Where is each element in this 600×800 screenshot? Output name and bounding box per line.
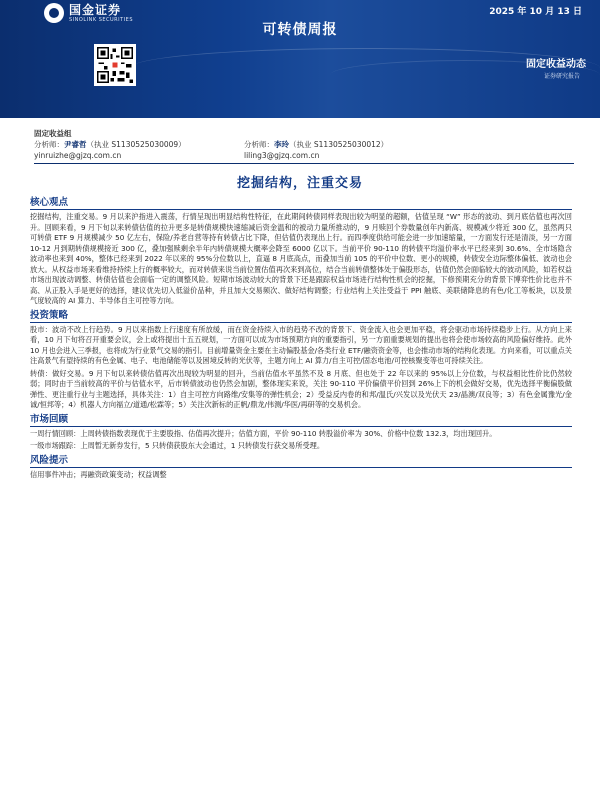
review-paragraph-weekly: 一周行情回顾：上周转债指数表现优于主要股指、估值再次提升；估值方面，平价 90-110 转股溢价率为 30%、价格中位数 132.3，均出现回升。 <box>30 428 497 438</box>
analyst-label: 分析师： <box>244 140 274 149</box>
divider <box>34 163 574 164</box>
core-paragraph: 挖掘结构，注重交易。9 月以来沪指进入震荡，行情呈现出明显结构性特征，在此期间转债同样表现出较为明显的超额，估值呈现 “W” 形态的波动、到月底估值也再次回升。回顾来看，9 月下旬以来转债估值的拉升更多是转债规模快速缩减后资金温和的被动力量所推动的，9 月赎回个券数量创年内新高、规模减少将近 300 亿，虽然两只可转债 ETF 9 月规模减少 50 亿左右，保险/养老自营等持有转债占比下降，但估值仍表现出上行。而四季度供给可能会进一步加速缩量，一方面发行还是清淡，另一方面 10-12 月到期转债规模接近 300 亿，叠加强赎剩余半年内转债规模大概率会降至 6000 亿以下。当前平价 90-110 的转债平均溢价率水平已经来到 30.6%、全市场隐含波动率也来到 40%，整体已经来到 2022 年以来的 95%分位数以上，直逼 8 月底高点，而叠加当前 105 的平价中位数、更小的规模，转债安全边际整体偏低、波动也会放大。从权益市场来看维持持续上行的概率较大，而对转债来说当前位置估值再次来到高位，结合当前转债整体处于偏股形态，估值仍然会面临较大的波动风险，如若权益市场出现波动调整、转债估值也会面临一定的调整风险。短期市场波动较大的背景下还是跟踪权益市场进行结构性机会的挖掘，下修预期充分的背景下博弈性价比也并不高、从正股入手是更好的选择，建议优先切入低溢价品种，并且加大交易频次、做好结构调整；行业结构上关注受益于 PPI 触底、美联储降息的有色/化工等板块，以及景气度较高的 AI 算力、半导体自主可控等方向。 <box>30 212 572 305</box>
report-banner <box>0 0 600 118</box>
risk-paragraph: 信用事件冲击；再融资政策变动；权益调整 <box>30 469 167 479</box>
report-date: 2025 年 10 月 13 日 <box>489 7 582 17</box>
headline: 挖掘结构，注重交易 <box>236 176 363 191</box>
report-section: 固定收益动态 <box>526 59 586 70</box>
report-type: 证券研究报告 <box>543 73 580 80</box>
analyst-row <box>34 139 574 150</box>
qr-code-icon <box>94 44 136 86</box>
section-title-risk: 风险提示 <box>30 455 572 468</box>
section-title-core: 核心观点 <box>30 197 572 210</box>
analyst-label: 分析师： <box>34 140 64 149</box>
analyst-name: 尹睿哲 <box>64 140 87 149</box>
author-block <box>34 128 574 161</box>
email-row <box>34 150 574 161</box>
section-title-strategy: 投资策略 <box>30 310 572 323</box>
analyst-cert: （执业 S1130525030009） <box>86 140 186 149</box>
section-title-review: 市场回顾 <box>30 414 572 427</box>
company-name-en: SINOLINK SECURITIES <box>69 16 133 23</box>
analyst-name: 李玲 <box>274 140 289 149</box>
strategy-paragraph-stock: 股市：波动不改上行趋势。9 月以来指数上行速度有所放缓，而在资金持续入市的趋势不改的背景下、资金流入也会更加平稳，将会驱动市场持续稳步上行。从方向上来看，10 月下旬将召开重要会议，会上或将提出十五五规划，一方面可以成为市场预期方向的重要指引，另一方面重要规划的提出也将会使市场较高的风险偏好维持。此外 10 月也会进入三季报，也将成为行业景气交易的指引。目前增量资金主要在主动偏股基金/各类行业 ETF/融资资金等，也会推动市场的结构化表现。方向来看，可以重点关注高景气有望持续的有色金属、电子、电池储能等以及困境反转的光伏等，主题方向上 AI 算力/自主可控/固态电池/可控核聚变等也可持续关注。 <box>30 324 572 365</box>
analyst-cert: （执业 S1130525030012） <box>289 140 389 149</box>
report-title: 可转债周报 <box>262 22 338 38</box>
strategy-paragraph-cb: 转债：做好交易。9 月下旬以来转债估值再次出现较为明显的回升，当前估值水平虽然不及 8 月底、但也处于 22 年以来的 95%以上分位数，与权益相比性价比仍然较弱；同时由于当前较高的平价与估值水平，后市转债波动也仍然会加剧，整体现实来说，关注 90-110 平价偏债平价回到 26%上下的机会做好交易，优先选择平衡偏股做弹性、更注重行业与主题选择，具体关注：1）自主可控方向路维/安集等的弹性机会；2）受益反内卷的和邦/温氏/兴发以及光伏天 23/晶澳/双良等；3）有色金属豫光/金诚/恒邦等；4）机器人方向福立/道通/松霖等；5）关注次新标的正帆/鼎龙/伟测/华医/再研等的交易机会。 <box>30 368 572 409</box>
report-body <box>30 196 572 482</box>
team-name: 固定收益组 <box>34 129 72 138</box>
review-paragraph-primary: 一级市场跟踪：上周暂无新券发行，5 只转债获股东大会通过，1 只转债发行获交易所受理。 <box>30 441 325 450</box>
analyst-email[interactable]: liling3@gjzq.com.cn <box>244 151 320 160</box>
analyst-email[interactable]: yinruizhe@gjzq.com.cn <box>34 151 122 160</box>
company-name-cn: 国金证券 <box>69 2 122 17</box>
